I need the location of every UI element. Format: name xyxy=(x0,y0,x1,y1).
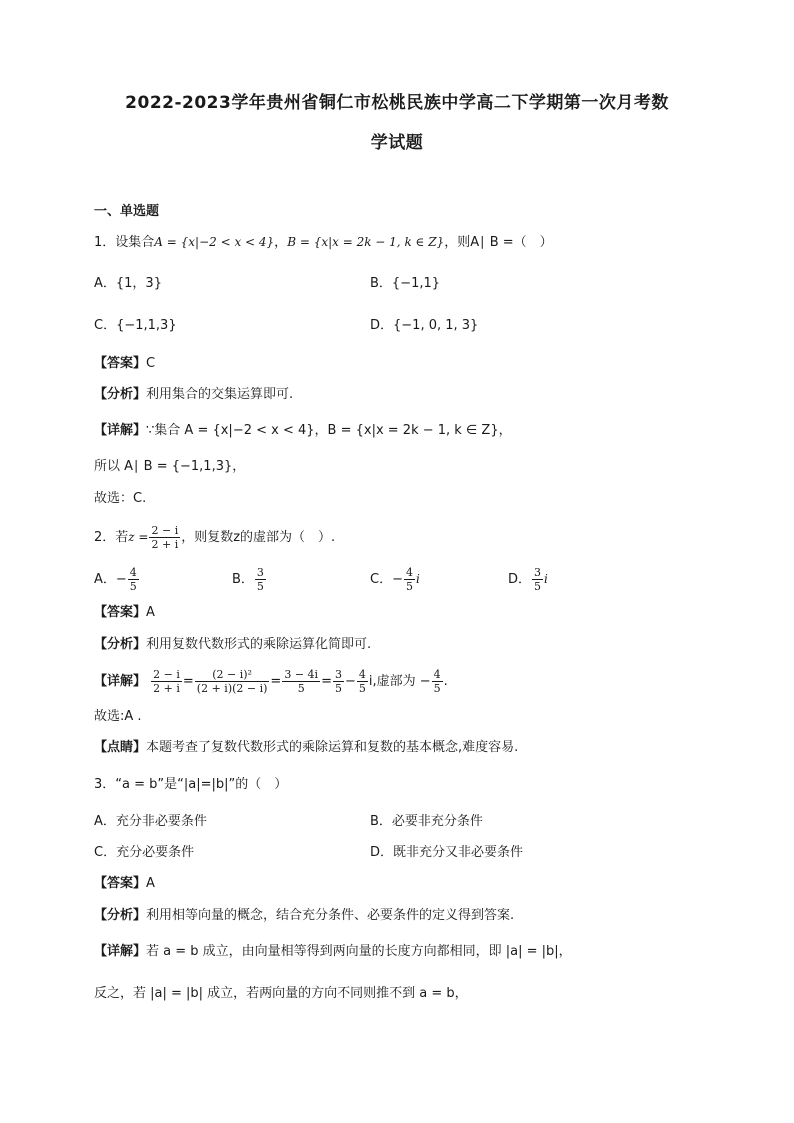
q2-answer-tag: 【答案】 xyxy=(94,605,147,620)
q2-option-b xyxy=(232,566,267,593)
q2-option-d-suffix: i xyxy=(544,572,548,586)
q1-set-a: A = {x|−2 < x < 4} xyxy=(154,235,275,249)
q2-option-d-frac xyxy=(532,566,543,593)
question-2-stem xyxy=(94,524,335,551)
q2-comment-text: 本题考查了复数代数形式的乘除运算和复数的基本概念,难度容易. xyxy=(146,740,519,755)
q2-answer-value: A xyxy=(146,605,155,620)
q1-detail-tag: 【详解】 xyxy=(94,423,147,438)
q2-detail-frac-1 xyxy=(151,668,182,695)
q1-analysis xyxy=(94,385,293,405)
q2-f5-den: 5 xyxy=(358,682,366,695)
q1-option-d: D．{−1, 0, 1, 3} xyxy=(370,318,479,333)
q3-answer-tag: 【答案】 xyxy=(94,876,147,891)
q2-detail-frac-3 xyxy=(282,668,320,695)
q2-f3-den: 5 xyxy=(297,682,305,695)
section-heading: 一、单选题 xyxy=(94,204,160,219)
q2-analysis-text: 利用复数代数形式的乘除运算化简即可. xyxy=(146,637,372,652)
q2-option-c-frac xyxy=(404,566,415,593)
q2-option-a-frac xyxy=(128,566,139,593)
q2-z-den: 2 + i xyxy=(151,538,179,551)
q3-answer xyxy=(94,874,155,894)
question-3-stem: 3．“a = b”是“|a|=|b|”的（ ） xyxy=(94,777,288,792)
q2-option-c-den: 5 xyxy=(405,580,413,593)
q2-z-lhs: z = xyxy=(128,530,149,544)
q2-detail-frac-6 xyxy=(432,668,443,695)
q2-analysis-tag: 【分析】 xyxy=(94,637,147,652)
q2-f4-num: 3 xyxy=(334,668,342,681)
q2-conclusion: 故选:A . xyxy=(94,709,142,724)
q3-analysis-text: 利用相等向量的概念，结合充分条件、必要条件的定义得到答案. xyxy=(146,908,515,923)
q2-option-b-frac xyxy=(255,566,266,593)
q2-option-a-den: 5 xyxy=(129,580,137,593)
q1-option-b: B．{−1,1} xyxy=(370,276,441,291)
q2-option-c-label: C．− xyxy=(370,572,403,587)
q1-answer xyxy=(94,354,155,374)
q2-detail-tag: 【详解】 xyxy=(94,674,147,689)
q2-f2-den: (2 + i)(2 − i) xyxy=(196,682,268,695)
q2-f6-den: 5 xyxy=(433,682,441,695)
q2-f1-den: 2 + i xyxy=(153,682,180,695)
q3-detail-tag: 【详解】 xyxy=(94,944,147,959)
q2-option-c-suffix: i xyxy=(415,572,420,586)
title-line-2: 学试题 xyxy=(370,133,424,153)
q2-z-fraction xyxy=(149,524,180,551)
q3-detail-1 xyxy=(94,942,572,962)
q2-f1-num: 2 − i xyxy=(153,668,180,681)
q2-answer xyxy=(94,603,155,623)
q2-option-a-label: A．− xyxy=(94,572,127,587)
q1-sep: ， xyxy=(274,235,288,250)
q2-option-c xyxy=(370,566,420,593)
q2-f4-den: 5 xyxy=(334,682,342,695)
q3-option-c: C．充分必要条件 xyxy=(94,845,195,860)
q2-f3-num: 3 − 4i xyxy=(284,668,319,681)
q3-detail-text-1: 若 a = b 成立，由向量相等得到两向量的长度方向都相同，即 |a| = |b|， xyxy=(146,944,572,959)
q1-stem-prefix: 1．设集合 xyxy=(94,235,155,250)
q2-option-b-num: 3 xyxy=(256,566,264,579)
q2-detail: 【详解】 $\frac{2 - i}{2 + i}$ = $\frac{\text{(2 − i)²}}{(2 + i)(2 - i)}$ = $\frac{3 - 4i}{5}$ = $\frac{3}{5}$ − $\frac{4}{5}$ i,虚部为 − $\frac{4}{5}$ . xyxy=(94,668,448,695)
q3-option-d: D．既非充分又非必要条件 xyxy=(370,845,524,860)
q3-option-a: A．充分非必要条件 xyxy=(94,814,207,829)
q1-conclusion: 故选：C. xyxy=(94,491,147,506)
q1-detail-1 xyxy=(94,421,512,441)
q2-option-d-label: D． xyxy=(508,572,532,587)
q1-analysis-text: 利用集合的交集运算即可. xyxy=(146,387,294,402)
q2-option-b-den: 5 xyxy=(256,580,264,593)
q2-detail-frac-5 xyxy=(357,668,368,695)
q1-answer-value: C xyxy=(146,356,156,371)
q3-option-b: B．必要非充分条件 xyxy=(370,814,483,829)
q2-option-b-label: B． xyxy=(232,572,254,587)
q1-option-c: C．{−1,1,3} xyxy=(94,318,177,333)
q2-detail-frac-2 xyxy=(195,668,270,695)
q2-comment xyxy=(94,738,518,758)
q2-option-a-num: 4 xyxy=(129,566,137,579)
q2-analysis xyxy=(94,635,371,655)
q1-detail-text-1: ∵集合 A = {x|−2 < x < 4}，B = {x|x = 2k − 1, k ∈ Z}， xyxy=(146,423,512,438)
q3-detail-2: 反之，若 |a| = |b| 成立，若两向量的方向不同则推不到 a = b， xyxy=(94,986,468,1001)
q2-f2-num: (2 − i)² xyxy=(195,668,270,682)
q1-stem-suffix: ，则A∣ B =（ ） xyxy=(444,235,553,250)
title-line-1: 2022-2023学年贵州省铜仁市松桃民族中学高二下学期第一次月考数 xyxy=(125,93,669,113)
q3-analysis-tag: 【分析】 xyxy=(94,908,147,923)
q2-stem-prefix: 2．若 xyxy=(94,530,129,545)
q2-option-d-den: 5 xyxy=(534,580,542,593)
q2-comment-tag: 【点睛】 xyxy=(94,740,147,755)
q2-detail-tail: i,虚部为 − xyxy=(368,674,431,689)
q2-option-d xyxy=(508,566,548,593)
q1-analysis-tag: 【分析】 xyxy=(94,387,147,402)
question-1-stem xyxy=(94,232,553,253)
q2-stem-suffix: ，则复数z的虚部为（ ）. xyxy=(181,530,336,545)
q2-option-d-num: 3 xyxy=(534,566,542,579)
q2-f6-num: 4 xyxy=(433,668,441,681)
q1-detail-2: 所以 A∣ B = {−1,1,3}， xyxy=(94,459,246,474)
q1-answer-tag: 【答案】 xyxy=(94,356,147,371)
q2-f5-num: 4 xyxy=(358,668,366,681)
q2-detail-frac-4 xyxy=(333,668,344,695)
q1-set-b: B = {x|x = 2k − 1, k ∈ Z} xyxy=(287,235,445,249)
q2-z-num: 2 − i xyxy=(151,524,179,537)
q2-option-c-num: 4 xyxy=(405,566,413,579)
q3-answer-value: A xyxy=(146,876,155,891)
q2-option-a xyxy=(94,566,140,593)
q3-analysis xyxy=(94,906,514,926)
q1-option-a: A．{1，3} xyxy=(94,276,162,291)
